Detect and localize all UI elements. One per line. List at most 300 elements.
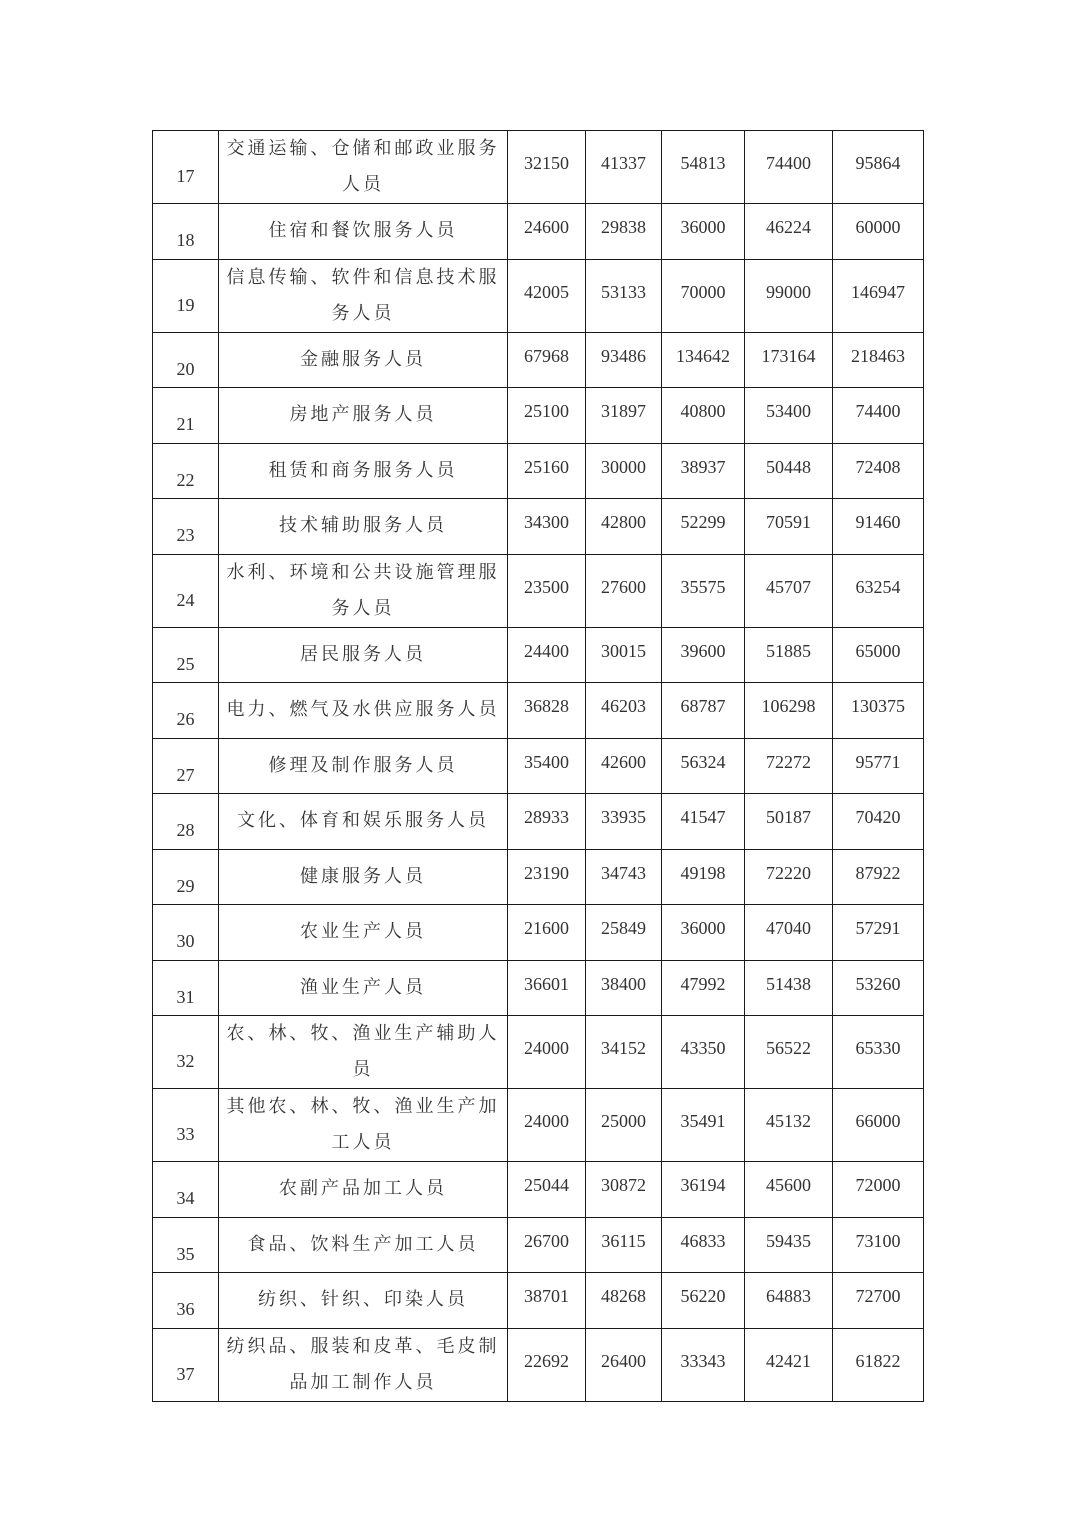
value-cell <box>586 131 662 204</box>
occupation-cell <box>219 131 508 204</box>
wage-value: 25000 <box>601 1111 646 1131</box>
wage-value: 36194 <box>680 1175 726 1196</box>
wage-value: 95864 <box>855 153 901 173</box>
value-cell <box>745 443 833 499</box>
value-cell <box>745 905 833 961</box>
wage-value: 72000 <box>855 1175 901 1196</box>
value-cell <box>833 499 924 555</box>
value-cell <box>586 554 662 627</box>
wage-value: 130375 <box>851 696 905 717</box>
table-row <box>153 388 924 444</box>
row-number-cell <box>153 683 219 739</box>
occupation-name: 居民服务人员 <box>300 643 426 665</box>
row-number-cell <box>153 443 219 499</box>
value-cell <box>586 849 662 905</box>
wage-value: 42005 <box>524 281 569 302</box>
value-cell <box>745 960 833 1016</box>
occupation-name: 金融服务人员 <box>300 348 426 370</box>
value-cell <box>662 388 745 444</box>
wage-value: 32150 <box>524 153 569 173</box>
row-number: 26 <box>176 709 195 730</box>
row-number-cell <box>153 259 219 332</box>
value-cell <box>508 1217 586 1273</box>
value-cell <box>745 131 833 204</box>
wage-value: 30015 <box>601 640 646 661</box>
table-body <box>153 131 924 1402</box>
value-cell <box>745 683 833 739</box>
wage-value: 66000 <box>855 1111 901 1131</box>
value-cell <box>833 849 924 905</box>
wage-value: 50187 <box>766 807 811 828</box>
value-cell <box>586 1273 662 1329</box>
value-cell <box>745 794 833 850</box>
value-cell <box>586 1217 662 1273</box>
wage-value: 23500 <box>524 576 569 597</box>
wage-value: 36000 <box>680 217 726 238</box>
table-row <box>153 849 924 905</box>
row-number: 31 <box>176 986 195 1007</box>
wage-value: 47040 <box>766 918 811 939</box>
occupation-cell <box>219 204 508 260</box>
wage-value: 48268 <box>601 1286 646 1307</box>
wage-table <box>152 130 924 1402</box>
wage-value: 61822 <box>855 1350 901 1371</box>
table-row <box>153 683 924 739</box>
wage-value: 46833 <box>680 1230 726 1251</box>
value-cell <box>662 1016 745 1089</box>
row-number-cell <box>153 1328 219 1401</box>
occupation-name: 电力、燃气及水供应服务人员 <box>226 699 500 721</box>
wage-value: 53133 <box>601 281 646 302</box>
value-cell <box>586 499 662 555</box>
value-cell <box>745 332 833 388</box>
occupation-cell <box>219 1328 508 1401</box>
value-cell <box>586 794 662 850</box>
row-number: 21 <box>176 414 195 435</box>
occupation-cell <box>219 627 508 683</box>
table-row <box>153 960 924 1016</box>
value-cell <box>586 738 662 794</box>
value-cell <box>745 204 833 260</box>
wage-value: 42600 <box>601 751 646 772</box>
value-cell <box>586 1328 662 1401</box>
value-cell <box>745 499 833 555</box>
wage-value: 64883 <box>766 1286 811 1307</box>
table-row <box>153 1217 924 1273</box>
table-row <box>153 259 924 332</box>
value-cell <box>662 332 745 388</box>
row-number-cell <box>153 332 219 388</box>
occupation-name: 文化、体育和娱乐服务人员 <box>237 810 489 832</box>
wage-value: 53260 <box>855 973 901 994</box>
wage-value: 25849 <box>601 918 646 939</box>
row-number: 20 <box>176 358 195 379</box>
table-row <box>153 627 924 683</box>
value-cell <box>508 627 586 683</box>
value-cell <box>662 960 745 1016</box>
value-cell <box>508 1162 586 1218</box>
value-cell <box>662 1328 745 1401</box>
table-row <box>153 554 924 627</box>
row-number-cell <box>153 738 219 794</box>
wage-value: 31897 <box>601 401 646 422</box>
occupation-cell <box>219 554 508 627</box>
wage-value: 70591 <box>766 512 811 533</box>
value-cell <box>833 443 924 499</box>
wage-value: 72220 <box>766 862 811 883</box>
wage-value: 41547 <box>680 807 726 828</box>
occupation-cell <box>219 683 508 739</box>
value-cell <box>662 627 745 683</box>
wage-value: 56324 <box>680 751 726 772</box>
table-row <box>153 738 924 794</box>
wage-value: 40800 <box>680 401 726 422</box>
value-cell <box>586 204 662 260</box>
occupation-name: 农副产品加工人员 <box>279 1178 447 1200</box>
occupation-name: 食品、饮料生产加工人员 <box>247 1233 479 1255</box>
wage-value: 36601 <box>524 973 569 994</box>
wage-value: 46203 <box>601 696 646 717</box>
row-number: 28 <box>176 820 195 841</box>
wage-value: 29838 <box>601 217 646 238</box>
value-cell <box>745 388 833 444</box>
wage-value: 93486 <box>601 345 646 366</box>
row-number: 27 <box>176 764 195 785</box>
value-cell <box>508 443 586 499</box>
row-number: 25 <box>176 653 195 674</box>
wage-value: 60000 <box>855 217 901 238</box>
occupation-cell <box>219 1016 508 1089</box>
wage-value: 67968 <box>524 345 569 366</box>
occupation-cell <box>219 443 508 499</box>
value-cell <box>586 627 662 683</box>
wage-value: 36000 <box>680 918 726 939</box>
value-cell <box>745 627 833 683</box>
occupation-cell <box>219 1217 508 1273</box>
value-cell <box>508 204 586 260</box>
occupation-name: 住宿和餐饮服务人员 <box>268 220 458 242</box>
wage-value: 72700 <box>855 1286 901 1307</box>
occupation-cell <box>219 1162 508 1218</box>
wage-value: 47992 <box>680 973 726 994</box>
row-number: 18 <box>176 230 195 251</box>
value-cell <box>745 1089 833 1162</box>
occupation-name: 农、林、牧、渔业生产辅助人员 <box>226 1023 500 1080</box>
wage-value: 45132 <box>766 1111 811 1131</box>
occupation-name: 信息传输、软件和信息技术服务人员 <box>226 266 500 324</box>
wage-value: 65000 <box>855 640 901 661</box>
table-row <box>153 1273 924 1329</box>
wage-value: 25044 <box>524 1175 569 1196</box>
value-cell <box>745 849 833 905</box>
wage-value: 50448 <box>766 456 811 477</box>
value-cell <box>833 554 924 627</box>
occupation-name: 修理及制作服务人员 <box>268 754 458 776</box>
wage-value: 173164 <box>761 345 816 366</box>
value-cell <box>662 204 745 260</box>
value-cell <box>508 849 586 905</box>
wage-value: 45707 <box>766 576 811 597</box>
value-cell <box>508 259 586 332</box>
value-cell <box>662 794 745 850</box>
value-cell <box>662 259 745 332</box>
value-cell <box>745 1162 833 1218</box>
occupation-name: 其他农、林、牧、渔业生产加工人员 <box>226 1096 500 1153</box>
wage-value: 24000 <box>524 1038 569 1058</box>
occupation-name: 技术辅助服务人员 <box>279 515 447 537</box>
wage-value: 26400 <box>601 1350 646 1371</box>
value-cell <box>833 794 924 850</box>
value-cell <box>586 388 662 444</box>
value-cell <box>833 1162 924 1218</box>
wage-value: 95771 <box>855 751 901 772</box>
wage-value: 45600 <box>766 1175 811 1196</box>
wage-value: 68787 <box>680 696 726 717</box>
wage-value: 218463 <box>851 345 905 366</box>
row-number-cell <box>153 554 219 627</box>
row-number-cell <box>153 1217 219 1273</box>
wage-value: 72408 <box>855 456 901 477</box>
wage-value: 38937 <box>680 456 726 477</box>
occupation-cell <box>219 499 508 555</box>
occupation-cell <box>219 1273 508 1329</box>
wage-value: 72272 <box>766 751 811 772</box>
value-cell <box>833 131 924 204</box>
value-cell <box>662 554 745 627</box>
value-cell <box>662 443 745 499</box>
wage-value: 28933 <box>524 807 569 828</box>
row-number-cell <box>153 960 219 1016</box>
wage-value: 52299 <box>680 512 726 533</box>
row-number: 37 <box>176 1363 195 1384</box>
row-number-cell <box>153 131 219 204</box>
wage-value: 73100 <box>855 1230 901 1251</box>
value-cell <box>833 259 924 332</box>
value-cell <box>508 131 586 204</box>
occupation-cell <box>219 794 508 850</box>
value-cell <box>745 1328 833 1401</box>
occupation-name: 渔业生产人员 <box>300 976 426 998</box>
row-number: 34 <box>176 1188 195 1209</box>
occupation-name: 租赁和商务服务人员 <box>268 459 458 481</box>
table-row <box>153 905 924 961</box>
occupation-name: 健康服务人员 <box>300 865 426 887</box>
occupation-name: 水利、环境和公共设施管理服务人员 <box>226 561 500 619</box>
table-row <box>153 332 924 388</box>
value-cell <box>833 738 924 794</box>
row-number-cell <box>153 388 219 444</box>
value-cell <box>745 1016 833 1089</box>
row-number-cell <box>153 499 219 555</box>
value-cell <box>508 332 586 388</box>
wage-value: 91460 <box>855 512 901 533</box>
wage-value: 106298 <box>761 696 816 717</box>
wage-value: 33935 <box>601 807 646 828</box>
row-number-cell <box>153 204 219 260</box>
wage-value: 53400 <box>766 401 811 422</box>
wage-value: 38701 <box>524 1286 569 1307</box>
value-cell <box>586 332 662 388</box>
value-cell <box>586 1089 662 1162</box>
row-number: 24 <box>176 589 195 610</box>
wage-value: 30000 <box>601 456 646 477</box>
row-number-cell <box>153 1273 219 1329</box>
value-cell <box>508 1328 586 1401</box>
wage-value: 51438 <box>766 973 811 994</box>
row-number: 17 <box>176 166 195 186</box>
value-cell <box>508 738 586 794</box>
wage-value: 57291 <box>855 918 901 939</box>
wage-value: 33343 <box>680 1350 726 1371</box>
occupation-cell <box>219 960 508 1016</box>
value-cell <box>662 1217 745 1273</box>
wage-value: 35400 <box>524 751 569 772</box>
table-row <box>153 1328 924 1401</box>
value-cell <box>833 1273 924 1329</box>
value-cell <box>586 259 662 332</box>
value-cell <box>586 960 662 1016</box>
row-number: 33 <box>176 1124 195 1144</box>
value-cell <box>745 259 833 332</box>
wage-value: 70000 <box>680 281 726 302</box>
row-number-cell <box>153 1089 219 1162</box>
value-cell <box>745 1217 833 1273</box>
wage-value: 59435 <box>766 1230 811 1251</box>
wage-value: 36828 <box>524 696 569 717</box>
wage-value: 63254 <box>855 576 901 597</box>
value-cell <box>508 794 586 850</box>
value-cell <box>833 1217 924 1273</box>
value-cell <box>508 554 586 627</box>
value-cell <box>586 683 662 739</box>
wage-value: 27600 <box>601 576 646 597</box>
value-cell <box>833 1328 924 1401</box>
row-number-cell <box>153 627 219 683</box>
value-cell <box>833 905 924 961</box>
table-row <box>153 1162 924 1218</box>
value-cell <box>662 1273 745 1329</box>
row-number: 23 <box>176 525 195 546</box>
wage-value: 54813 <box>680 153 726 173</box>
value-cell <box>833 204 924 260</box>
wage-value: 24600 <box>524 217 569 238</box>
row-number-cell <box>153 1016 219 1089</box>
wage-value: 22692 <box>524 1350 569 1371</box>
table-row <box>153 1016 924 1089</box>
value-cell <box>833 683 924 739</box>
row-number-cell <box>153 794 219 850</box>
wage-value: 24000 <box>524 1111 569 1131</box>
wage-value: 21600 <box>524 918 569 939</box>
occupation-name: 纺织、针织、印染人员 <box>258 1289 468 1311</box>
value-cell <box>662 905 745 961</box>
wage-value: 87922 <box>855 862 901 883</box>
wage-value: 36115 <box>601 1230 646 1251</box>
value-cell <box>508 388 586 444</box>
value-cell <box>833 960 924 1016</box>
value-cell <box>745 738 833 794</box>
value-cell <box>745 554 833 627</box>
table-row <box>153 794 924 850</box>
table-row <box>153 131 924 204</box>
wage-value: 51885 <box>766 640 811 661</box>
value-cell <box>662 1089 745 1162</box>
value-cell <box>662 499 745 555</box>
wage-value: 56220 <box>680 1286 726 1307</box>
wage-value: 43350 <box>680 1038 726 1058</box>
wage-value: 70420 <box>855 807 901 828</box>
value-cell <box>662 849 745 905</box>
table-row <box>153 1089 924 1162</box>
wage-value: 23190 <box>524 862 569 883</box>
row-number: 35 <box>176 1243 195 1264</box>
occupation-cell <box>219 259 508 332</box>
wage-value: 25100 <box>524 401 569 422</box>
wage-value: 134642 <box>676 345 730 366</box>
wage-value: 38400 <box>601 973 646 994</box>
row-number: 36 <box>176 1299 195 1320</box>
value-cell <box>508 960 586 1016</box>
value-cell <box>586 1016 662 1089</box>
value-cell <box>508 1273 586 1329</box>
row-number-cell <box>153 905 219 961</box>
table-row <box>153 204 924 260</box>
occupation-cell <box>219 905 508 961</box>
wage-value: 39600 <box>680 640 726 661</box>
row-number: 19 <box>176 294 195 315</box>
wage-value: 65330 <box>855 1038 901 1058</box>
value-cell <box>508 1089 586 1162</box>
wage-value: 24400 <box>524 640 569 661</box>
wage-value: 34152 <box>601 1038 646 1058</box>
value-cell <box>508 905 586 961</box>
occupation-cell <box>219 332 508 388</box>
wage-value: 146947 <box>851 281 905 302</box>
wage-value: 34743 <box>601 862 646 883</box>
value-cell <box>833 627 924 683</box>
wage-value: 30872 <box>601 1175 646 1196</box>
wage-value: 34300 <box>524 512 569 533</box>
wage-value: 49198 <box>680 862 726 883</box>
wage-value: 74400 <box>766 153 811 173</box>
value-cell <box>833 1089 924 1162</box>
wage-value: 35491 <box>680 1111 726 1131</box>
value-cell <box>508 1016 586 1089</box>
occupation-name: 房地产服务人员 <box>289 404 437 426</box>
occupation-cell <box>219 738 508 794</box>
value-cell <box>508 683 586 739</box>
occupation-cell <box>219 1089 508 1162</box>
occupation-name: 农业生产人员 <box>300 921 426 943</box>
value-cell <box>508 499 586 555</box>
row-number-cell <box>153 849 219 905</box>
value-cell <box>833 388 924 444</box>
value-cell <box>662 683 745 739</box>
row-number: 32 <box>176 1051 195 1071</box>
value-cell <box>586 905 662 961</box>
value-cell <box>662 1162 745 1218</box>
value-cell <box>586 443 662 499</box>
value-cell <box>586 1162 662 1218</box>
table-row <box>153 499 924 555</box>
row-number-cell <box>153 1162 219 1218</box>
value-cell <box>745 1273 833 1329</box>
wage-value: 99000 <box>766 281 811 302</box>
occupation-name: 交通运输、仓储和邮政业服务人员 <box>226 138 500 195</box>
value-cell <box>662 738 745 794</box>
wage-value: 56522 <box>766 1038 811 1058</box>
occupation-cell <box>219 388 508 444</box>
